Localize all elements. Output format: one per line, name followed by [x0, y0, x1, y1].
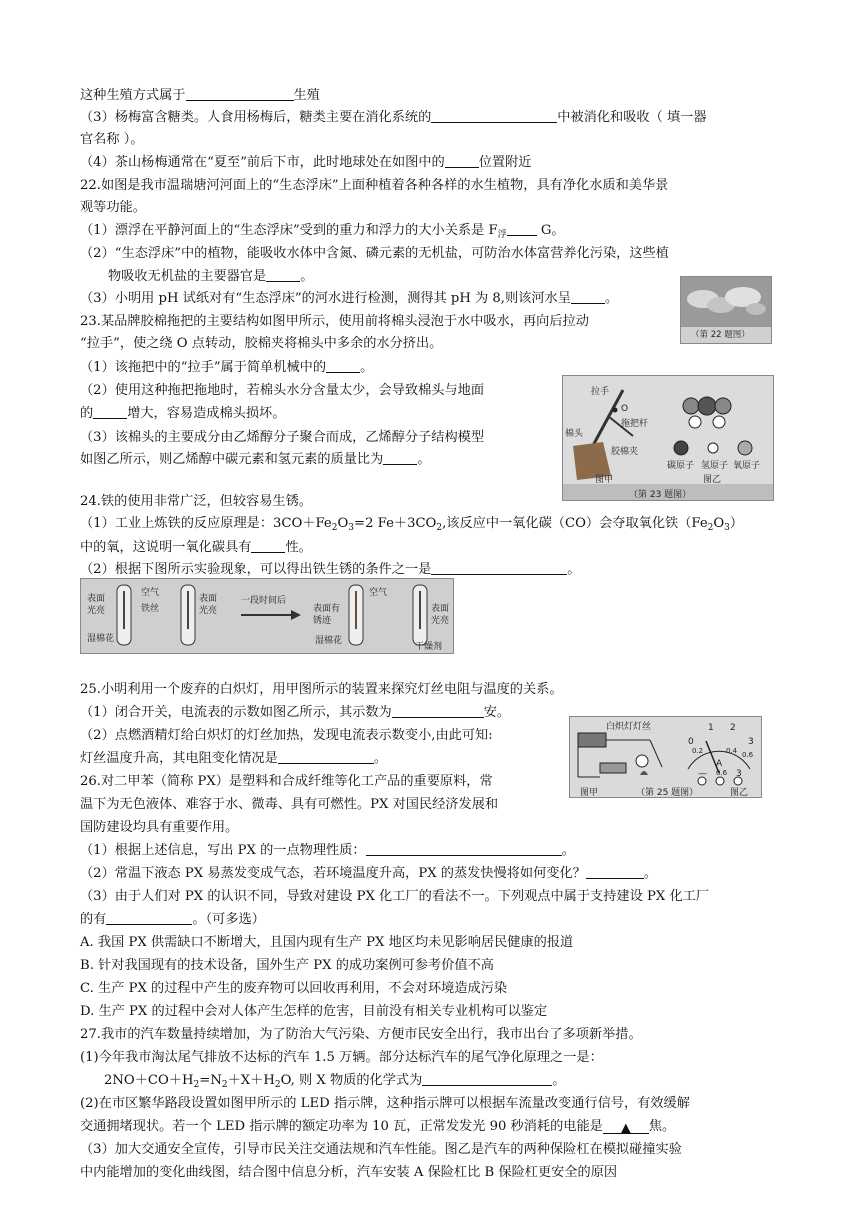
- q26-option-c[interactable]: C. 生产 PX 的过程中产生的废弃物可以回收再利用，不会对环境造成污染: [80, 981, 508, 996]
- label-oxygen-atom: 氧原子: [733, 461, 761, 471]
- label-hydrogen-atom: 氢原子: [701, 461, 729, 471]
- q23-stem: 23.某品牌胶棉拖把的主要结构如图甲所示，使用前将棉头浸泡于水中吸水，再向后拉动: [80, 314, 589, 329]
- label-rust-marks: 锈迹: [313, 616, 332, 626]
- label-surface: 表面: [87, 594, 106, 604]
- label-ammeter-a: A: [716, 759, 723, 769]
- q27-stem: 27.我市的汽车数量持续增加，为了防治大气污染、方便市民安全出行，我市出台了多项新举措。: [80, 1027, 642, 1042]
- q27-part2-cont: 交通拥堵现状。若一个 LED 指示牌的额定功率为 10 瓦，正常发发光 90 秒消耗的电能是 ▲ 焦。: [80, 1119, 676, 1136]
- terminal-0-6: 0.6: [716, 769, 728, 777]
- q25-part2-cont: 灯丝温度升高，其电阻变化情况是 。: [80, 751, 387, 766]
- terminal-negative: —: [698, 769, 707, 779]
- label-mop-rod: 拖把杆: [621, 419, 649, 429]
- terminal-3: 3: [736, 769, 742, 779]
- q23-part1: （1）该拖把中的“拉手”属于简单机械中的 。: [80, 360, 374, 375]
- answer-blank[interactable]: [422, 1071, 552, 1086]
- q25-stem: 25.小明利用一个废弃的白炽灯，用甲图所示的装置来探究灯丝电阻与温度的关系。: [80, 682, 563, 697]
- label-figure-yi: 图乙: [703, 475, 722, 485]
- q27-equation: $2NO+CO+H_2=N_2+X+H_2O$, 则 X 物质的化学式为 。: [104, 1073, 566, 1090]
- label-bright: 光亮: [87, 606, 106, 616]
- scale-0-2: 0.2: [692, 747, 704, 755]
- answer-blank[interactable]: [251, 538, 285, 553]
- label-desiccant: 干燥剂: [415, 642, 443, 652]
- label-bright-2: 光亮: [199, 606, 218, 616]
- answer-blank[interactable]: [93, 404, 127, 419]
- q23-part3: （3）该棉头的主要成分由乙烯醇分子聚合而成，乙烯醇分子结构模型: [80, 430, 485, 445]
- label-mop-head: 棉头: [565, 429, 584, 439]
- q21-line4: （4）茶山杨梅通常在“夏至”前后下市，此时地球处在如图中的 位置附近: [80, 155, 532, 170]
- q26-part3-cont: 的有 。（可多选）: [80, 912, 265, 927]
- label-pivot-o: O: [621, 404, 629, 414]
- q23-figure-caption: （第 23 题图）: [629, 490, 692, 500]
- answer-blank[interactable]: [326, 358, 360, 373]
- q22-part1: （1）漂浮在平静河面上的“生态浮床”受到的重力和浮力的大小关系是 $F_浮$ G。: [80, 223, 565, 240]
- q24-part1-cont: 中的氧，这说明一氧化碳具有 性。: [80, 540, 312, 555]
- q23-stem-2: “拉手”，使之绕 O 点转动，胶棉夹将棉头中多余的水分挤出。: [80, 336, 443, 351]
- q24-figure: [80, 578, 454, 654]
- answer-blank[interactable]: [431, 560, 567, 575]
- q22-part2-cont: 物吸收无机盐的主要器官是 。: [108, 269, 314, 284]
- q21-line3: 官名称 ）。: [80, 132, 144, 147]
- q21-line1: 这种生殖方式属于 生殖: [80, 88, 320, 103]
- label-figure-jia: 图甲: [595, 475, 614, 485]
- label-carbon-atom: 碳原子: [667, 461, 695, 471]
- label-clamp: 胶棉夹: [611, 447, 639, 457]
- rust-experiment-diagram: [81, 579, 453, 653]
- q26-option-a[interactable]: A. 我国 PX 供需缺口不断增大，且国内现有生产 PX 地区均未见影响居民健康的报道: [80, 935, 574, 950]
- q23-figure: [562, 375, 774, 501]
- answer-blank[interactable]: [431, 108, 557, 123]
- label-surface-3: 表面: [431, 604, 450, 614]
- q27-part1: (1)今年我市淘汰尾气排放不达标的汽车 1.5 万辆。部分达标汽车的尾气净化原理之一是：: [80, 1050, 603, 1065]
- label-air: 空气: [141, 588, 160, 598]
- q24-stem: 24.铁的使用非常广泛，但较容易生锈。: [80, 494, 312, 509]
- answer-blank[interactable]: [366, 841, 562, 856]
- answer-blank[interactable]: [106, 910, 192, 925]
- q25-part1: （1）闭合开关，电流表的示数如图乙所示，其示数为 安。: [80, 705, 511, 720]
- q25-figure: [569, 716, 762, 798]
- q25-part2: （2）点燃酒精灯给白炽灯的灯丝加热，发现电流表示数变小,由此可知:: [80, 728, 493, 743]
- q26-option-d[interactable]: D. 生产 PX 的过程中会对人体产生怎样的危害，目前没有相关专业机构可以鉴定: [80, 1004, 548, 1019]
- scale-0-6: 0.6: [742, 751, 754, 759]
- q26-stem-2: 温下为无色液体、难容于水、微毒、具有可燃性。PX 对国民经济发展和: [80, 797, 499, 812]
- q26-part3: （3）由于人们对 PX 的认识不同，导致对建设 PX 化工厂的看法不一。下列观点中属于支持建设 PX 化工厂: [80, 889, 710, 904]
- answer-blank[interactable]: [186, 86, 294, 101]
- q22-figure-photo: [680, 276, 772, 344]
- q24-part1: （1）工业上炼铁的反应原理是：$3CO+Fe_2O_3=2$ $Fe+3CO_2$,该反应中一氧化碳（CO）会夺取氧化铁$(Fe_2O_3)$: [80, 516, 744, 533]
- q22-part3: （3）小明用 pH 试纸对有“生态浮床”的河水进行检测，测得其 pH 为 8,则该河水呈 。: [80, 291, 619, 306]
- answer-blank[interactable]: [383, 450, 417, 465]
- scale-3: 3: [748, 737, 754, 747]
- answer-blank[interactable]: [586, 864, 644, 879]
- q27-part3: （3）加大交通安全宣传，引导市民关注交通法规和汽车性能。图乙是汽车的两种保险杠在模拟碰撞实验: [80, 1142, 682, 1157]
- answer-blank[interactable]: [266, 267, 300, 282]
- label-wet-cotton-2: 湿棉花: [315, 636, 343, 646]
- q25-figure-caption: （第 25 题图）: [636, 788, 699, 798]
- scale-0: 0: [688, 737, 694, 747]
- answer-blank[interactable]: [278, 749, 374, 764]
- label-iron-wire: 铁丝: [141, 604, 160, 614]
- scale-1: 1: [708, 723, 714, 733]
- q23-part2: （2）使用这种拖把拖地时，若棉头水分含量太少，会导致棉头与地面: [80, 383, 485, 398]
- label-surface-2: 表面: [199, 594, 218, 604]
- answer-blank[interactable]: [445, 153, 479, 168]
- scale-0-4: 0.4: [726, 747, 738, 755]
- answer-blank[interactable]: [571, 289, 605, 304]
- q23-part2-cont: 的 增大，容易造成棉头损坏。: [80, 406, 286, 421]
- q26-part1: （1）根据上述信息，写出 PX 的一点物理性质： 。: [80, 843, 575, 858]
- q26-part2: （2）常温下液态 PX 易蒸发变成气态，若环境温度升高，PX 的蒸发快慢将如何变化？ 。: [80, 866, 658, 881]
- q22-figure-caption: （第 22 题图）: [691, 330, 750, 340]
- label-after-a-while: 一段时间后: [241, 596, 287, 606]
- q27-part3-cont: 中内能增加的变化曲线图，结合图中信息分析，汽车安装 A 保险杠比 B 保险杠更安全的原因: [80, 1165, 618, 1180]
- answer-blank[interactable]: [392, 703, 484, 718]
- q22-stem-2: 观等功能。: [80, 200, 146, 215]
- q26-option-b[interactable]: B. 针对我国现有的技术设备，国外生产 PX 的成功案例可参考价值不高: [80, 958, 494, 973]
- label-bulb-filament: 白炽灯灯丝: [606, 722, 652, 732]
- label-figure-yi: 图乙: [730, 788, 749, 798]
- label-pull-handle: 拉手: [591, 387, 610, 397]
- answer-blank[interactable]: [507, 221, 537, 236]
- answer-blank-triangle[interactable]: ▲: [603, 1119, 649, 1134]
- q23-part3-cont: 如图乙所示，则乙烯醇中碳元素和氢元素的质量比为 。: [80, 452, 431, 467]
- q26-stem: 26.对二甲苯（简称 PX）是塑料和合成纤维等化工产品的重要原料，常: [80, 774, 493, 789]
- q27-part2: (2)在市区繁华路段设置如图甲所示的 LED 指示牌，这种指示牌可以根据车流量改变通行信号，有效缓解: [80, 1096, 690, 1111]
- q24-part2: （2）根据下图所示实验现象，可以得出铁生锈的条件之一是 。: [80, 562, 581, 577]
- q22-part2: （2）“生态浮床”中的植物，能吸收水体中含氮、磷元素的无机盐，可防治水体富营养化污染，这些植: [80, 246, 669, 261]
- q21-line2: （3）杨梅富含糖类。人食用杨梅后，糖类主要在消化系统的 中被消化和吸收（ 填一器: [80, 110, 707, 125]
- scale-2: 2: [730, 723, 736, 733]
- label-surface-has: 表面有: [313, 604, 341, 614]
- label-figure-jia: 图甲: [580, 788, 599, 798]
- q26-stem-3: 国防建设均具有重要作用。: [80, 820, 239, 835]
- q22-stem: 22.如图是我市温瑞塘河河面上的“生态浮床”上面种植着各种各样的水生植物，具有净化水质和美华景: [80, 178, 669, 193]
- label-wet-cotton: 湿棉花: [87, 634, 115, 644]
- label-air-2: 空气: [369, 588, 388, 598]
- label-bright-3: 光亮: [431, 616, 450, 626]
